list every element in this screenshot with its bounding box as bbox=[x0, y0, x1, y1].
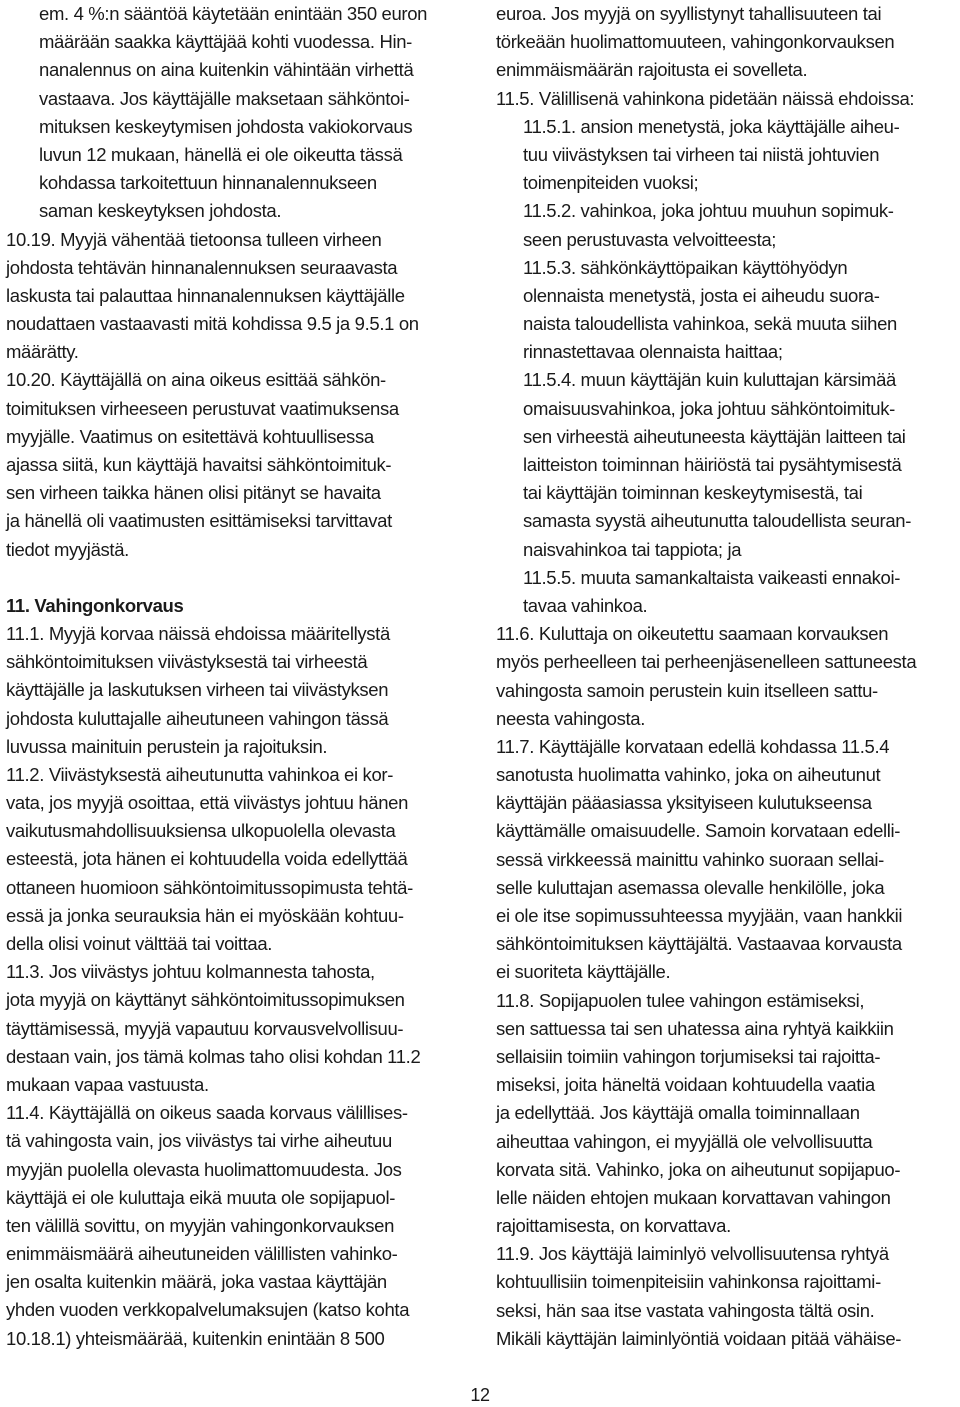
text-line: sähköntoimituksen käyttäjältä. Vastaavaa korvausta bbox=[496, 933, 902, 955]
text-line: 10.18.1) yhteismäärää, kuitenkin enintään 8 500 bbox=[6, 1327, 385, 1349]
text-line: törkeään huolimattomuuteen, vahingonkorvauksen bbox=[496, 31, 895, 53]
text-line: sähköntoimituksen viivästyksestä tai virheestä bbox=[6, 651, 368, 673]
text-line: rajoittamisesta, on korvattava. bbox=[496, 1215, 731, 1237]
text-line: 11.3. Jos viivästys johtuu kolmannesta tahosta, bbox=[6, 961, 375, 983]
text-line: myyjän puolella olevasta huolimattomuudesta. Jos bbox=[6, 1158, 402, 1180]
text-line: vastaava. Jos käyttäjälle maksetaan sähköntoi- bbox=[39, 87, 410, 109]
text-line: käyttäjä ei ole kuluttaja eikä muuta ole sopijapuol- bbox=[6, 1186, 396, 1208]
text-line: ajassa siitä, kun käyttäjä havaitsi sähköntoimituk- bbox=[6, 454, 392, 475]
text-line: miseksi, joita häneltä voidaan kohtuudella vaatia bbox=[496, 1074, 875, 1096]
text-line: sellaisiin toimiin vahingon torjumiseksi tai rajoitta- bbox=[496, 1045, 881, 1067]
text-line: määrätty. bbox=[6, 341, 79, 363]
text-line: 11.5.2. vahinkoa, joka johtuu muuhun sopimuk- bbox=[523, 200, 894, 222]
text-line: laitteiston toiminnan häiriöstä tai pysähtymisestä bbox=[523, 454, 902, 475]
text-line: 11.8. Sopijapuolen tulee vahingon estämiseksi, bbox=[496, 989, 865, 1011]
text-line: em. 4 %:n sääntöä käytetään enintään 350 euron bbox=[39, 3, 428, 24]
text-line: vaikutusmahdollisuuksiensa ulkopuolella olevasta bbox=[6, 820, 396, 842]
text-line: 11.5.3. sähkönkäyttöpaikan käyttöhyödyn bbox=[523, 256, 848, 278]
text-line: jen osalta kuitenkin määrä, joka vastaa käyttäjän bbox=[6, 1271, 387, 1293]
text-line: omaisuusvahinkoa, joka johtuu sähköntoimituk- bbox=[523, 397, 895, 419]
section-spacer bbox=[6, 564, 470, 592]
text-line: tai käyttäjän toiminnan keskeytymisestä, tai bbox=[523, 482, 863, 504]
text-line: seksi, hän saa itse vastata vahingosta tältä osin. bbox=[496, 1299, 875, 1321]
text-line: tä vahingosta vain, jos viivästys tai virhe aiheutuu bbox=[6, 1130, 392, 1152]
text-line: sen virheestä aiheutuneesta käyttäjän laitteen tai bbox=[523, 425, 906, 447]
text-line: rinnastettavaa olennaista haittaa; bbox=[523, 341, 783, 363]
text-line: yhden vuoden verkkopalvelumaksujen (katso kohta bbox=[6, 1299, 410, 1321]
text-line: tiedot myyjästä. bbox=[6, 538, 129, 560]
text-line: korvata sitä. Vahinko, joka on aiheutunut sopijapuo- bbox=[496, 1158, 901, 1180]
text-line: myyjälle. Vaatimus on esitettävä kohtuullisessa bbox=[6, 425, 374, 447]
text-line: 11.7. Käyttäjälle korvataan edellä kohdassa 11.5.4 bbox=[496, 735, 890, 757]
text-line: euroa. Jos myyjä on syyllistynyt tahallisuuteen tai bbox=[496, 3, 882, 24]
text-line: toimenpiteiden vuoksi; bbox=[523, 172, 699, 194]
text-line: seen perustuvasta velvoitteesta; bbox=[523, 228, 777, 250]
text-line: aiheuttaa vahingon, ei myyjällä ole velvollisuutta bbox=[496, 1130, 873, 1152]
text-line: täyttämisessä, myyjä vapautuu korvausvelvollisuu- bbox=[6, 1017, 404, 1039]
left-column bbox=[6, 0, 470, 1353]
text-line: luvun 12 mukaan, hänellä ei ole oikeutta tässä bbox=[39, 143, 403, 165]
section-heading: 11. Vahingonkorvaus bbox=[6, 594, 184, 616]
text-line: ja hänellä oli vaatimusten esittämiseksi tarvittavat bbox=[6, 510, 392, 532]
text-line: enimmäismäärän rajoitusta ei sovelleta. bbox=[496, 59, 808, 81]
text-line: luvussa mainituin perustein ja rajoituksin. bbox=[6, 735, 328, 757]
text-line: ottaneen huomioon sähköntoimitussopimusta tehtä- bbox=[6, 876, 413, 898]
text-line: ja edellyttää. Jos käyttäjä omalla toiminnallaan bbox=[496, 1102, 860, 1124]
text-line: laskusta tai palauttaa hinnanalennuksen käyttäjälle bbox=[6, 284, 405, 306]
text-line: essä ja jonka seurauksia hän ei myöskään kohtuu- bbox=[6, 904, 404, 926]
text-line: nanalennus on aina kuitenkin vähintään virhettä bbox=[39, 59, 414, 81]
text-line: käyttämälle omaisuudelle. Samoin korvataan edelli- bbox=[496, 820, 901, 842]
text-line: 11.1. Myyjä korvaa näissä ehdoissa määritellystä bbox=[6, 622, 390, 644]
text-line: enimmäismäärä aiheutuneiden välillisten vahinko- bbox=[6, 1243, 398, 1265]
text-line: samasta syystä aiheutunutta taloudellista seuran- bbox=[523, 510, 912, 532]
text-line: ei suoriteta käyttäjälle. bbox=[496, 961, 671, 983]
text-line: destaan vain, jos tämä kolmas taho olisi kohdan 11.2 bbox=[6, 1045, 421, 1067]
text-line: tuu viivästyksen tai virheen tai niistä johtuvien bbox=[523, 143, 880, 165]
text-line: lelle näiden ehtojen mukaan korvattavan vahingon bbox=[496, 1186, 891, 1208]
text-line: naista taloudellista vahinkoa, sekä muuta siihen bbox=[523, 313, 897, 335]
text-line: johdosta tehtävän hinnanalennuksen seuraavasta bbox=[6, 256, 398, 278]
text-line: 11.5. Välillisenä vahinkona pidetään näissä ehdoissa: bbox=[496, 87, 915, 109]
text-line: saman keskeytyksen johdosta. bbox=[39, 200, 282, 222]
page-number: 12 bbox=[470, 1385, 490, 1405]
text-line: ten välillä sovittu, on myyjän vahingonkorvauksen bbox=[6, 1214, 395, 1236]
text-line: 11.9. Jos käyttäjä laiminlyö velvollisuutensa ryhtyä bbox=[496, 1243, 889, 1265]
text-line: määrään saakka käyttäjää kohti vuodessa. Hin- bbox=[39, 31, 412, 53]
text-line: 11.5.1. ansion menetystä, joka käyttäjälle aiheu- bbox=[523, 115, 900, 137]
text-line: esteestä, jota hänen ei kohtuudella voida edellyttää bbox=[6, 848, 408, 870]
text-line: noudattaen vastaavasti mitä kohdissa 9.5 ja 9.5.1 on bbox=[6, 313, 419, 335]
text-line: 10.19. Myyjä vähentää tietoonsa tulleen virheen bbox=[6, 228, 382, 250]
text-line: mukaan vapaa vastuusta. bbox=[6, 1073, 209, 1095]
text-line: 11.5.4. muun käyttäjän kuin kuluttajan kärsimää bbox=[523, 369, 896, 391]
text-line: 11.5.5. muuta samankaltaista vaikeasti ennakoi- bbox=[523, 566, 901, 588]
text-line: della olisi voinut välttää tai voittaa. bbox=[6, 933, 273, 954]
text-line: 11.2. Viivästyksestä aiheutunutta vahinkoa ei kor- bbox=[6, 763, 393, 785]
text-line: kohdassa tarkoitettuun hinnanalennukseen bbox=[39, 172, 377, 194]
text-line: johdosta kuluttajalle aiheutuneen vahingon tässä bbox=[6, 707, 389, 729]
text-line: Mikäli käyttäjän laiminlyöntiä voidaan pitää vähäise- bbox=[496, 1327, 902, 1349]
text-line: jota myyjä on käyttänyt sähköntoimitussopimuksen bbox=[6, 989, 405, 1011]
right-column bbox=[496, 0, 958, 1353]
text-line: 10.20. Käyttäjällä on aina oikeus esittää sähkön- bbox=[6, 369, 386, 391]
text-line: vahingosta samoin perustein kuin itselleen sattu- bbox=[496, 679, 878, 701]
text-line: olennaista menetystä, josta ei aiheudu suora- bbox=[523, 284, 880, 306]
text-line: 11.6. Kuluttaja on oikeutettu saamaan korvauksen bbox=[496, 623, 889, 645]
text-line: sen virheen taikka hänen olisi pitänyt se havaita bbox=[6, 482, 381, 504]
text-line: myös perheelleen tai perheenjäsenelleen sattuneesta bbox=[496, 651, 917, 673]
text-line: sessä virkkeessä mainittu vahinko suoraan sellai- bbox=[496, 848, 884, 870]
text-line: selle kuluttajan asemassa olevalle henkilölle, joka bbox=[496, 876, 885, 898]
text-line: sanotusta huolimatta vahinko, joka on aiheutunut bbox=[496, 764, 881, 786]
text-line: 11.4. Käyttäjällä on oikeus saada korvaus välillises- bbox=[6, 1102, 408, 1124]
text-line: käyttäjän pääasiassa yksityiseen kulutukseensa bbox=[496, 792, 872, 814]
text-line: neesta vahingosta. bbox=[496, 707, 646, 729]
text-line: kohtuullisiin toimenpiteisiin vahinkonsa rajoittami- bbox=[496, 1271, 881, 1293]
text-line: naisvahinkoa tai tappiota; ja bbox=[523, 538, 742, 560]
text-line: toimituksen virheeseen perustuvat vaatimuksensa bbox=[6, 397, 399, 419]
text-line: sen sattuessa tai sen uhatessa aina ryhtyä kaikkiin bbox=[496, 1017, 894, 1039]
text-line: vata, jos myyjä osoittaa, että viivästys johtuu hänen bbox=[6, 792, 409, 814]
text-line: mituksen keskeytymisen johdosta vakiokorvaus bbox=[39, 115, 413, 137]
text-line: käyttäjälle ja laskutuksen virheen tai viivästyksen bbox=[6, 679, 389, 701]
text-line: ei ole itse sopimussuhteessa myyjään, vaan hankkii bbox=[496, 905, 903, 926]
text-line: tavaa vahinkoa. bbox=[523, 594, 648, 616]
